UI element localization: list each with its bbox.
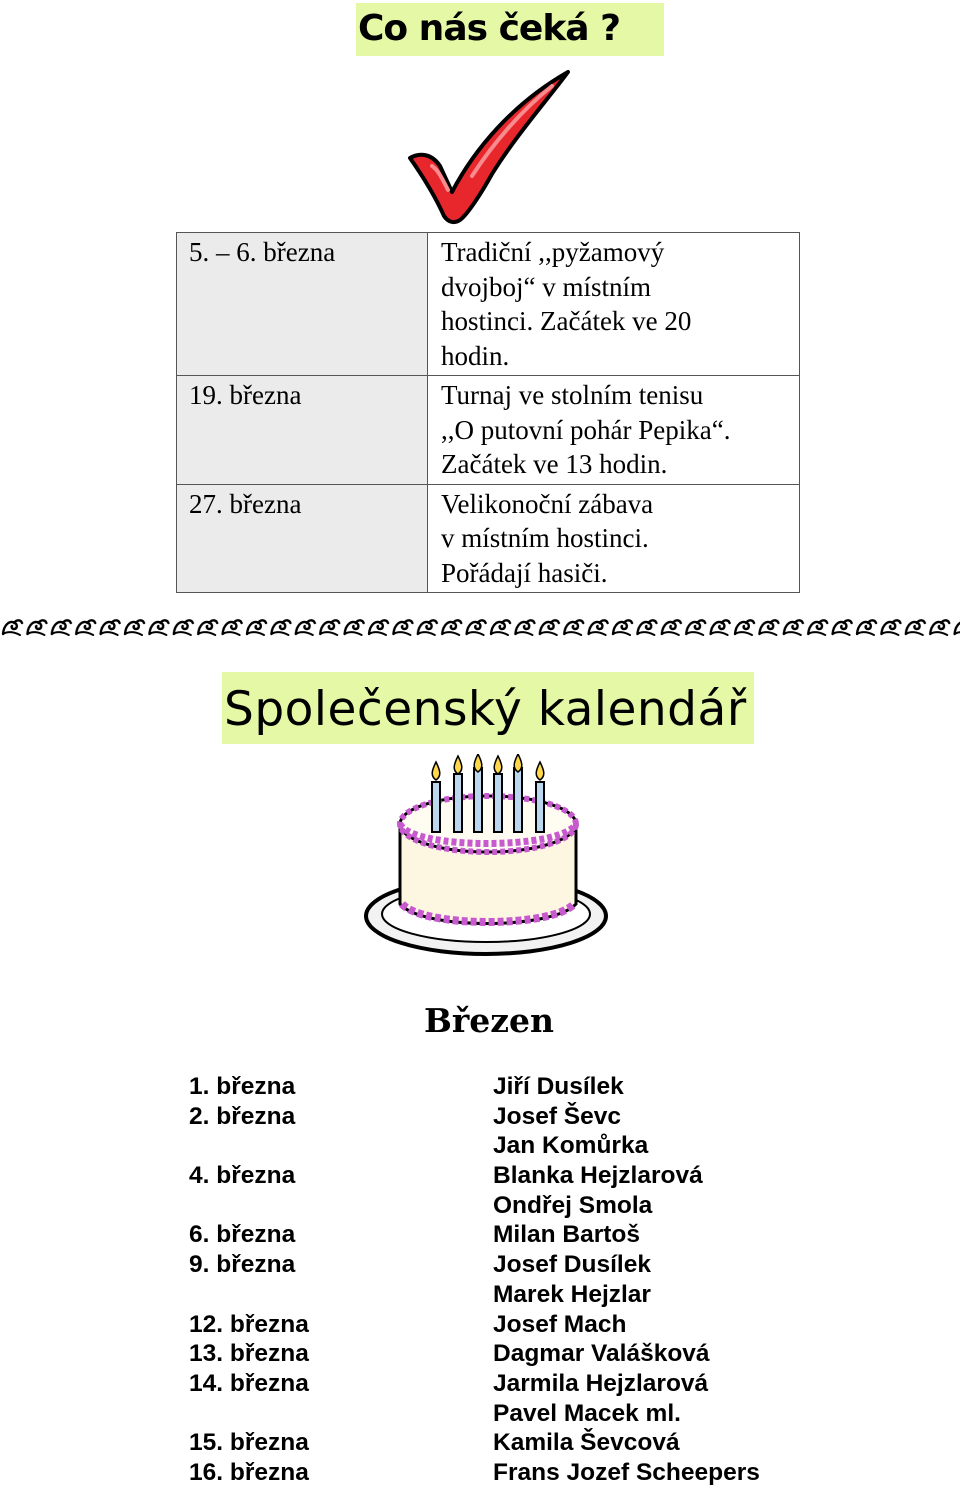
birthday-name: Ondřej Smola: [493, 1191, 653, 1219]
birthday-name: Pavel Macek ml.: [493, 1399, 681, 1427]
event-description: [428, 484, 800, 593]
birthday-name: Josef Mach: [493, 1310, 627, 1338]
list-item: [189, 1339, 909, 1369]
list-item: [189, 1280, 909, 1310]
event-line: Turnaj ve stolním tenisu: [441, 380, 704, 410]
event-date: 19. března: [177, 376, 428, 485]
list-item: [189, 1191, 909, 1221]
birthday-date: 4. března: [189, 1162, 296, 1190]
list-item: [189, 1161, 909, 1191]
list-item: [189, 1458, 909, 1488]
birthday-name: Dagmar Valášková: [493, 1340, 710, 1368]
birthday-date: [189, 1191, 493, 1221]
event-row: [177, 376, 800, 485]
ornament-divider: [0, 614, 960, 642]
list-item: [189, 1428, 909, 1458]
birthday-date: 1. března: [189, 1073, 296, 1100]
month-heading: Březen: [424, 1001, 555, 1040]
event-row: [177, 233, 800, 376]
page-title: Co nás čeká ?: [358, 8, 620, 49]
list-item: [189, 1131, 909, 1161]
birthday-name: Frans Jozef Scheepers: [493, 1458, 760, 1486]
birthday-date: 15. března: [189, 1429, 309, 1457]
event-line: hodin.: [441, 340, 510, 371]
event-line: ,,O putovní pohár Pepika“.: [441, 414, 731, 445]
checkmark-icon: [402, 66, 574, 226]
list-item: [189, 1072, 909, 1102]
birthday-cake-icon: [362, 754, 614, 962]
birthday-name: Jan Komůrka: [493, 1132, 649, 1160]
event-date: 5. – 6. března: [177, 233, 428, 376]
birthday-date: [189, 1399, 493, 1429]
birthday-date: 2. března: [189, 1102, 296, 1130]
events-table: [176, 232, 800, 593]
list-item: [189, 1220, 909, 1250]
list-item: [189, 1310, 909, 1340]
birthday-list: [189, 1072, 909, 1488]
list-item: [189, 1369, 909, 1399]
birthday-name: Jiří Dusílek: [493, 1073, 624, 1100]
event-line: Tradiční ,,pyžamový: [441, 237, 665, 267]
event-line: Začátek ve 13 hodin.: [441, 449, 668, 479]
birthday-date: [189, 1131, 493, 1161]
birthday-name: Jarmila Hejzlarová: [493, 1369, 709, 1397]
birthday-name: Milan Bartoš: [493, 1221, 641, 1249]
birthday-date: 16. března: [189, 1458, 309, 1486]
birthday-name: Kamila Ševcová: [493, 1429, 680, 1457]
event-line: hostinci. Začátek ve 20: [441, 306, 692, 336]
birthday-date: 6. března: [189, 1221, 296, 1249]
birthday-name: Josef Dusílek: [493, 1251, 651, 1279]
event-line: Velikonoční zábava: [441, 488, 654, 519]
event-line: v místním hostinci.: [441, 523, 649, 553]
event-line: dvojboj“ v místním: [441, 271, 652, 302]
list-item: [189, 1102, 909, 1132]
list-item: [189, 1399, 909, 1429]
list-item: [189, 1250, 909, 1280]
birthday-date: 14. března: [189, 1369, 309, 1397]
event-date: 27. března: [177, 484, 428, 593]
birthday-date: 13. března: [189, 1340, 309, 1368]
event-description: [428, 376, 800, 485]
event-line: Pořádají hasiči.: [441, 557, 608, 588]
birthday-name: Blanka Hejzlarová: [493, 1162, 703, 1190]
birthday-name: Marek Hejzlar: [493, 1280, 651, 1308]
event-description: [428, 233, 800, 376]
birthday-date: 12. března: [189, 1310, 309, 1338]
birthday-name: Josef Ševc: [493, 1102, 622, 1130]
birthday-date: 9. března: [189, 1251, 296, 1279]
calendar-title: Společenský kalendář: [224, 682, 747, 737]
event-row: [177, 484, 800, 593]
birthday-date: [189, 1280, 493, 1310]
